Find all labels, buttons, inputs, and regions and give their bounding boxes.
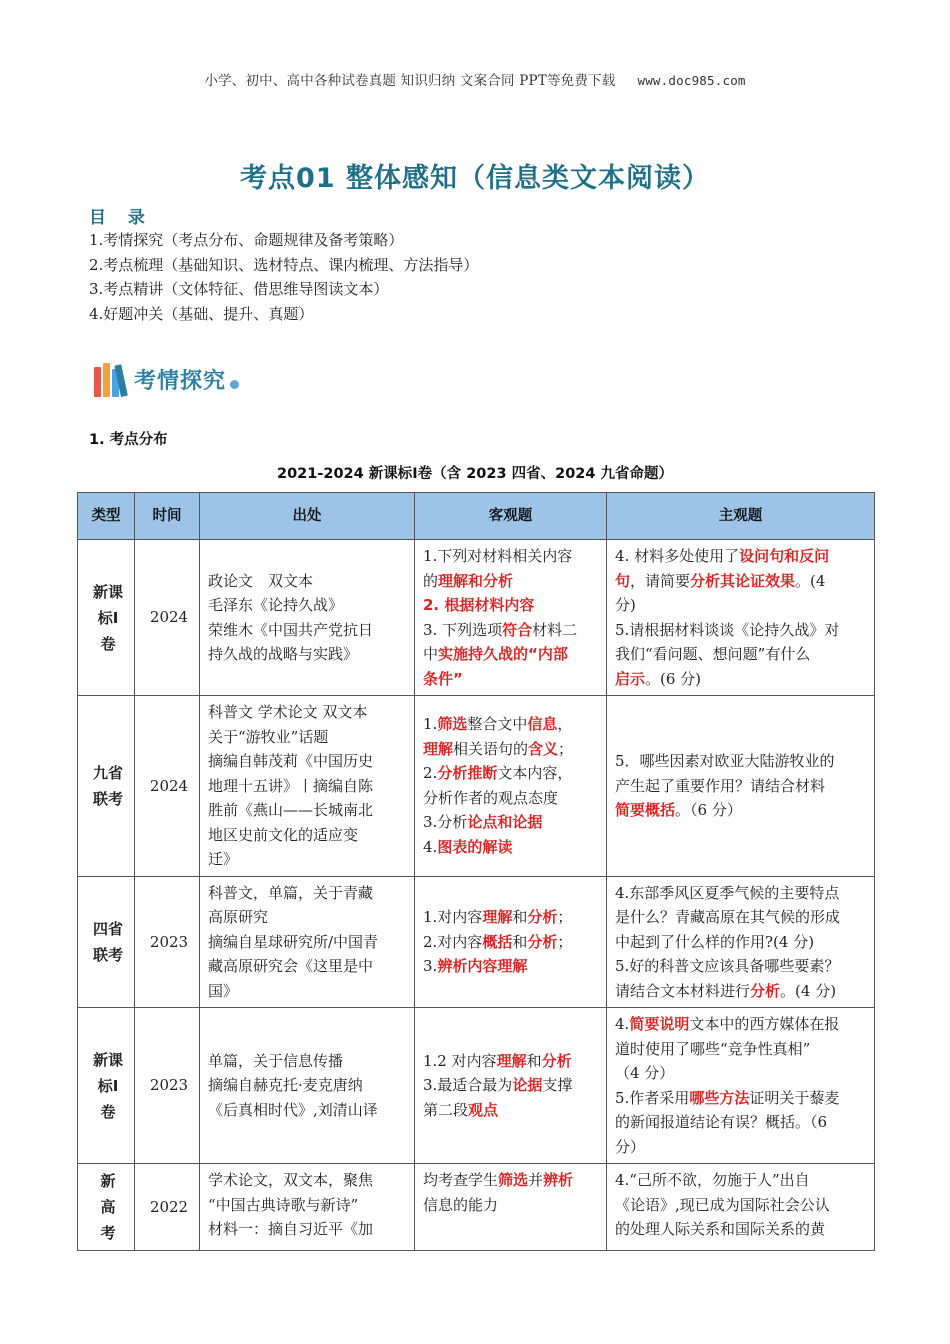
cell-type — [78, 876, 135, 1008]
cell-line: 标Ⅰ — [97, 1076, 119, 1095]
highlight-text: 论据 — [512, 1076, 543, 1095]
cell-year: 2023 — [135, 1008, 200, 1164]
cell-line — [423, 593, 602, 618]
cell-line — [615, 881, 870, 906]
cell-line: 标Ⅰ — [97, 608, 119, 627]
highlight-text: 信息 — [527, 715, 558, 734]
header-url[interactable]: www.doc985.com — [637, 73, 746, 88]
cell-line — [423, 642, 602, 667]
text-segment: 4. — [423, 837, 438, 856]
cell-year: 2024 — [135, 696, 200, 877]
cell-line — [423, 930, 602, 955]
header-text: 小学、初中、高中各种试卷真题 知识归纳 文案合同 PPT等免费下载 — [204, 73, 616, 89]
cell-line: “中国古典诗歌与新诗” — [208, 1195, 359, 1214]
table-body — [78, 540, 875, 1251]
text-segment: 。（6 分） — [675, 801, 742, 819]
cell-line — [423, 761, 602, 786]
highlight-text: 筛选 — [437, 715, 468, 734]
cell-line: 联考 — [92, 945, 123, 964]
cell-line: 高原研究 — [208, 908, 269, 926]
text-segment: （4 分） — [615, 1064, 675, 1082]
text-segment: 1. — [423, 715, 438, 734]
text-segment: 我们“看问题、想问题”有什么 — [615, 645, 811, 663]
cell-line: 地区史前文化的适应变 — [208, 825, 359, 844]
table-row — [78, 1164, 875, 1251]
text-segment: 并 — [528, 1171, 544, 1189]
cell-line — [615, 1168, 870, 1193]
cell-line — [423, 954, 602, 979]
highlight-text: 筛选 — [498, 1171, 529, 1189]
text-segment: 3.分析 — [423, 813, 468, 832]
text-segment: 4.“己所不欲，勿施于人”出自 — [615, 1171, 810, 1189]
text-segment: ； — [557, 932, 573, 951]
text-segment: 1.对内容 — [423, 908, 483, 926]
cell-line: 新 — [100, 1172, 116, 1190]
toc-item: 4.好题冲关（基础、提升、真题） — [89, 304, 314, 323]
highlight-text: 2. 根据材料内容 — [423, 596, 535, 614]
text-segment: 中 — [423, 645, 439, 663]
cell-line: 毛泽东《论持久战》 — [208, 596, 344, 614]
cell-type — [78, 540, 135, 696]
cell-line: 政论文 双文本 — [208, 571, 314, 590]
text-segment: 的新闻报道结论有误？概括。（6 — [615, 1113, 828, 1131]
cell-line — [615, 774, 870, 799]
text-segment: 4.东部季风区夏季气候的主要特点 — [615, 883, 840, 902]
cell-type — [78, 696, 135, 877]
exam-distribution-table — [77, 492, 875, 1251]
cell-line — [423, 835, 602, 860]
toc-item: 3.考点精讲（文体特征、借思维导图读文本） — [89, 280, 389, 298]
cell-line — [423, 544, 602, 569]
cell-line: 荣维木《中国共产党抗日 — [208, 620, 374, 639]
cell-line: 学术论文，双文本，聚焦 — [208, 1171, 374, 1189]
highlight-text: 分析 — [541, 1051, 572, 1070]
cell-line — [615, 1061, 870, 1086]
text-segment: 4. 材料多处使用了 — [615, 547, 740, 565]
cell-line — [615, 1110, 870, 1135]
cell-line: 地理十五讲》丨摘编自陈 — [208, 776, 374, 795]
highlight-text: 简要说明 — [629, 1015, 690, 1033]
highlight-text: 概括 — [482, 932, 513, 951]
text-segment: 分） — [615, 1137, 646, 1156]
highlight-text: 哪些方法 — [689, 1088, 750, 1107]
cell-line — [615, 905, 870, 930]
cell-subjective — [607, 876, 875, 1008]
cell-line: 科普文 学术论文 双文本 — [208, 703, 368, 721]
toc-item: 1.考情探究（考点分布、命题规律及备考策略） — [89, 231, 404, 249]
cell-line — [423, 905, 602, 930]
book-spine — [103, 363, 110, 397]
highlight-text: 图表的解读 — [437, 837, 513, 856]
cell-line: 胜前《燕山——长城南北 — [208, 801, 374, 819]
cell-line: 材料一：摘自习近平《加 — [208, 1220, 374, 1238]
cell-line — [423, 569, 602, 594]
highlight-text: 含义 — [528, 739, 559, 758]
dot-icon — [230, 380, 239, 389]
highlight-text: 分析 — [527, 908, 558, 926]
text-segment: 均考查学生 — [423, 1171, 499, 1189]
cell-line — [615, 954, 870, 979]
table-caption: 2021-2024 新课标Ⅰ卷（含 2023 四省、2024 九省命题） — [276, 466, 674, 482]
cell-line: 高 — [100, 1198, 116, 1216]
cell-objective — [415, 1164, 607, 1251]
highlight-text: 启示 — [615, 669, 646, 688]
cell-line — [423, 618, 602, 643]
cell-line: 四省 — [92, 919, 123, 938]
text-segment: 是什么？青藏高原在其气候的形成 — [615, 908, 841, 926]
cell-source — [200, 540, 415, 696]
cell-line — [423, 1168, 602, 1193]
text-segment: 5.请根据材料谈谈《论持久战》对 — [615, 620, 840, 639]
cell-year: 2023 — [135, 876, 200, 1008]
text-segment: ； — [557, 908, 573, 926]
cell-source — [200, 1164, 415, 1251]
text-segment: 请结合文本材料进行 — [615, 981, 751, 1000]
text-segment: 2. — [423, 764, 438, 783]
cell-line — [615, 1086, 870, 1111]
cell-line — [423, 667, 602, 692]
cell-line — [615, 1217, 870, 1242]
toc-heading: 目 录 — [89, 208, 153, 228]
text-segment: 相关语句的 — [453, 739, 529, 758]
cell-line — [615, 1193, 870, 1218]
highlight-text: 理解 — [482, 908, 513, 926]
cell-line — [423, 1049, 602, 1074]
highlight-text: 条件” — [423, 669, 463, 688]
text-segment: 《论语》,现已成为国际社会公认 — [615, 1195, 830, 1214]
cell-line: 科普文，单篇，关于青藏 — [208, 883, 374, 902]
cell-line — [615, 642, 870, 667]
cell-source — [200, 696, 415, 877]
cell-line: 国》 — [208, 981, 239, 1000]
highlight-text: 论点和论据 — [467, 813, 543, 832]
cell-year: 2024 — [135, 540, 200, 696]
table-row — [78, 1008, 875, 1164]
text-segment: 第二段 — [423, 1100, 469, 1119]
table-of-contents — [89, 228, 478, 326]
cell-subjective — [607, 1164, 875, 1251]
highlight-text: 分析 — [527, 932, 558, 951]
cell-year: 2022 — [135, 1164, 200, 1251]
text-segment: 5．哪些因素对欧亚大陆游牧业的 — [615, 752, 835, 770]
text-segment: 的处理人际关系和国际关系的黄 — [615, 1220, 826, 1238]
cell-line — [423, 810, 602, 835]
highlight-text: 辨析内容理解 — [437, 957, 528, 975]
cell-line — [615, 930, 870, 955]
cell-objective — [415, 1008, 607, 1164]
text-segment: 证明关于藜麦 — [749, 1088, 840, 1107]
cell-source — [200, 1008, 415, 1164]
highlight-text: 设问句和反问 — [739, 547, 830, 565]
highlight-text: 辨析 — [543, 1171, 574, 1189]
text-segment: ； — [558, 739, 574, 758]
highlight-text: 分析推断 — [437, 764, 498, 783]
column-header: 主观题 — [607, 493, 875, 540]
highlight-text: 句 — [615, 571, 631, 590]
highlight-text: 符合 — [502, 620, 533, 639]
highlight-text: 简要概括 — [615, 801, 676, 819]
cell-line — [615, 544, 870, 569]
cell-line: 联考 — [92, 789, 123, 808]
cell-line — [615, 1135, 870, 1160]
text-segment: 3. — [423, 957, 438, 975]
highlight-text: 实施持久战的“内部 — [438, 645, 568, 663]
cell-subjective — [607, 1008, 875, 1164]
highlight-text: 理解 — [496, 1051, 527, 1070]
cell-line — [615, 749, 870, 774]
text-segment: 1.2 对内容 — [423, 1051, 497, 1070]
cell-line: 摘编自韩茂莉《中国历史 — [208, 752, 374, 770]
text-segment: 5.好的科普文应该具备哪些要素？ — [615, 957, 840, 975]
highlight-text: 分析 — [750, 981, 781, 1000]
cell-line — [615, 798, 870, 823]
column-header: 客观题 — [415, 493, 607, 540]
cell-line: 《后真相时代》,刘清山译 — [208, 1100, 378, 1119]
table-row — [78, 540, 875, 696]
page-header — [0, 69, 950, 89]
text-segment: 4. — [615, 1015, 630, 1033]
cell-line — [423, 737, 602, 762]
cell-line: 摘编自赫克托·麦克唐纳 — [208, 1076, 363, 1095]
highlight-text: 观点 — [468, 1100, 499, 1119]
cell-subjective — [607, 540, 875, 696]
cell-line — [615, 1037, 870, 1062]
text-segment: ，请简要 — [630, 571, 691, 590]
cell-type — [78, 1008, 135, 1164]
cell-line — [615, 569, 870, 594]
cell-objective — [415, 876, 607, 1008]
text-segment: 1.下列对材料相关内容 — [423, 547, 573, 565]
text-segment: 道时使用了哪些“竞争性真相” — [615, 1039, 811, 1058]
cell-line: 卷 — [100, 1102, 116, 1121]
table-header-row — [78, 493, 875, 540]
highlight-text: 分析其论证效果 — [690, 571, 796, 590]
cell-type — [78, 1164, 135, 1251]
text-segment: 产生起了重要作用？请结合材料 — [615, 776, 826, 795]
cell-line: 摘编自星球研究所/中国青 — [208, 932, 379, 951]
cell-source — [200, 876, 415, 1008]
books-icon — [94, 361, 130, 397]
cell-subjective — [607, 696, 875, 877]
text-segment: 。(4 — [795, 571, 826, 590]
table-row — [78, 696, 875, 877]
cell-line: 迁》 — [208, 850, 239, 868]
banner-title: 考情探究 — [134, 368, 227, 394]
highlight-text: 理解 — [423, 739, 454, 758]
cell-line: 考 — [100, 1224, 116, 1242]
text-segment: ， — [557, 715, 573, 734]
text-segment: 文本中的西方媒体在报 — [689, 1015, 840, 1033]
text-segment: 信息的能力 — [423, 1195, 499, 1214]
column-header: 类型 — [78, 493, 135, 540]
cell-line: 藏高原研究会《这里是中 — [208, 957, 374, 975]
cell-line — [615, 667, 870, 692]
column-header: 出处 — [200, 493, 415, 540]
text-segment: 2.对内容 — [423, 932, 483, 951]
text-segment: 5.作者采用 — [615, 1088, 690, 1107]
text-segment: 3. 下列选项 — [423, 620, 503, 639]
text-segment: 文本内容， — [497, 764, 573, 783]
text-segment: 中起到了什么样的作用?(4 分) — [615, 932, 815, 951]
text-segment: 整合文中 — [467, 715, 528, 734]
toc-item: 2.考点梳理（基础知识、选材特点、课内梳理、方法指导） — [89, 255, 479, 274]
section-banner — [94, 357, 239, 401]
cell-line — [615, 979, 870, 1004]
cell-line — [423, 1073, 602, 1098]
text-segment: 。(6 分) — [645, 669, 702, 688]
table-row — [78, 876, 875, 1008]
text-segment: 支撑 — [542, 1076, 573, 1095]
cell-line — [615, 593, 870, 618]
cell-line: 单篇，关于信息传播 — [208, 1051, 344, 1070]
cell-line: 新课 — [92, 582, 123, 601]
cell-line: 新课 — [92, 1050, 123, 1069]
cell-line: 九省 — [92, 763, 123, 782]
page-title: 考点01 整体感知（信息类文本阅读） — [240, 163, 710, 194]
text-segment: 分析作者的观点态度 — [423, 788, 559, 807]
text-segment: 3.最适合最为 — [423, 1076, 513, 1095]
cell-line: 关于“游牧业”话题 — [208, 727, 329, 746]
text-segment: 分) — [615, 596, 636, 614]
section-title: 1. 考点分布 — [89, 432, 168, 448]
cell-line — [423, 712, 602, 737]
book-spine — [94, 367, 101, 397]
column-header: 时间 — [135, 493, 200, 540]
highlight-text: 理解和分析 — [438, 571, 514, 590]
cell-line: 卷 — [100, 634, 116, 653]
cell-line: 持久战的战略与实践》 — [208, 645, 359, 663]
text-segment: 材料二 — [532, 620, 578, 639]
text-segment: 和 — [512, 932, 528, 951]
text-segment: 。(4 分) — [780, 981, 837, 1000]
cell-line — [615, 618, 870, 643]
cell-line — [423, 786, 602, 811]
cell-line — [423, 1193, 602, 1218]
cell-line — [615, 1012, 870, 1037]
text-segment: 和 — [512, 908, 528, 926]
text-segment: 和 — [526, 1051, 542, 1070]
cell-objective — [415, 540, 607, 696]
cell-objective — [415, 696, 607, 877]
cell-line — [423, 1098, 602, 1123]
text-segment: 的 — [423, 571, 439, 590]
